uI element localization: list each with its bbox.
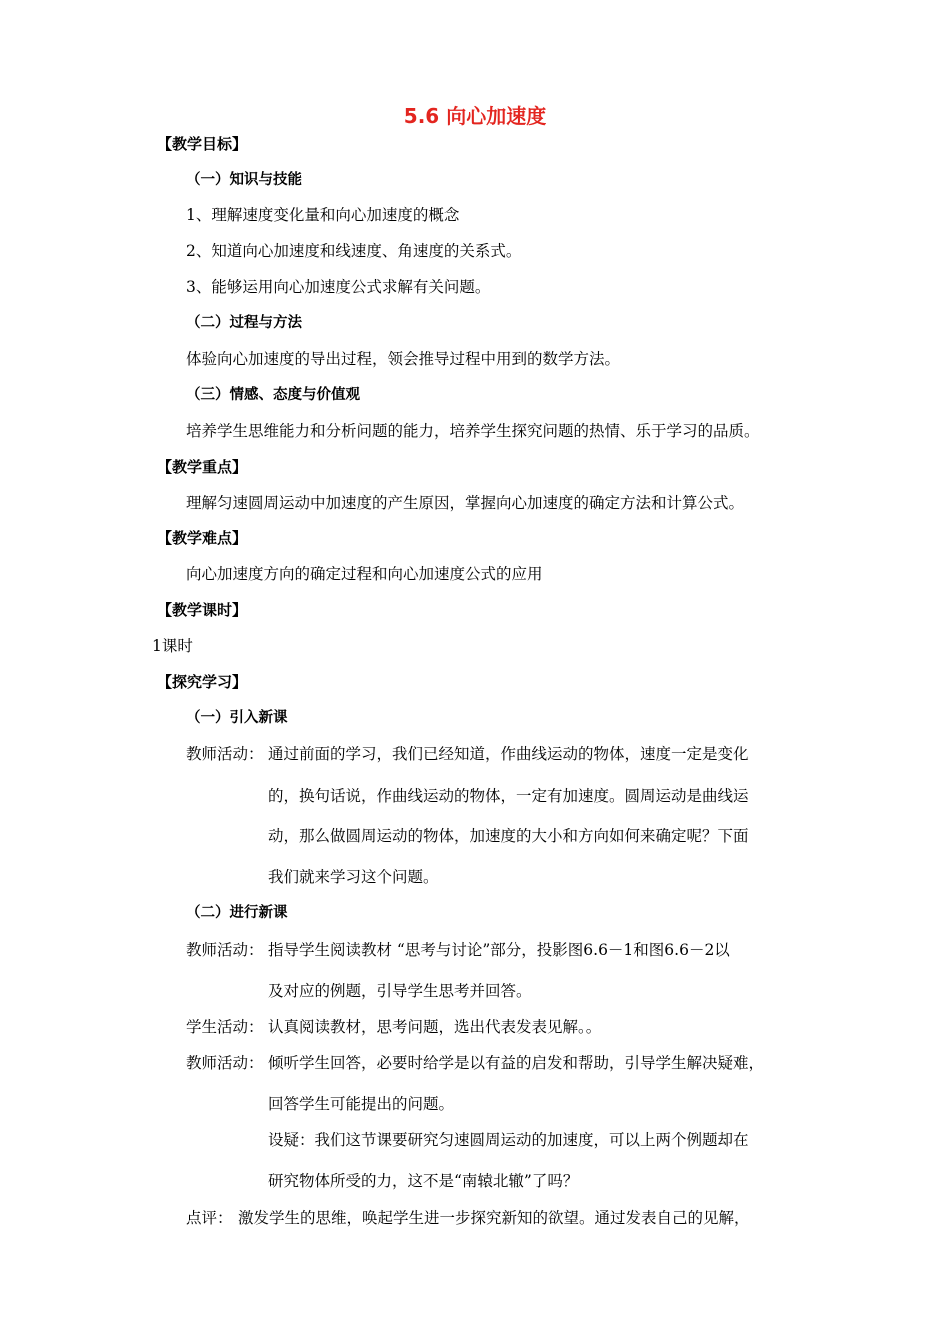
intro-line: 我们就来学习这个问题。 (268, 868, 439, 886)
subheading-knowledge: （一）知识与技能 (186, 172, 302, 188)
teacher-activity-label: 教师活动： (186, 941, 264, 959)
teacher-activity-line: 指导学生阅读教材 “思考与讨论”部分，投影图6.6－1和图6.6－2以 (268, 941, 730, 959)
intro-line: 通过前面的学习，我们已经知道，作曲线运动的物体，速度一定是变化 (268, 745, 749, 763)
teacher-activity-label: 教师活动： (186, 745, 264, 763)
section-heading-difficulties: 【教学难点】 (157, 529, 248, 547)
teacher-activity-line: 及对应的例题，引导学生思考并回答。 (268, 982, 532, 1000)
hours-text: 1课时 (152, 637, 193, 655)
section-heading-key-points: 【教学重点】 (157, 458, 248, 476)
process-text: 体验向心加速度的导出过程，领会推导过程中用到的数学方法。 (186, 350, 621, 368)
teacher-activity-line: 倾听学生回答，必要时给学是以有益的启发和帮助，引导学生解决疑难， (268, 1054, 765, 1072)
comment-text: 激发学生的思维，唤起学生进一步探究新知的欲望。通过发表自己的见解， (238, 1209, 750, 1227)
section-heading-hours: 【教学课时】 (157, 601, 248, 619)
intro-line: 动，那么做圆周运动的物体，加速度的大小和方向如何来确定呢？下面 (268, 827, 749, 845)
section-heading-inquiry: 【探究学习】 (157, 673, 248, 691)
intro-line: 的，换句话说，作曲线运动的物体，一定有加速度。圆周运动是曲线运 (268, 787, 749, 805)
subheading-new-lesson: （二）进行新课 (186, 905, 288, 921)
teacher-activity-line: 回答学生可能提出的问题。 (268, 1095, 455, 1113)
question-line: 研究物体所受的力，这不是“南辕北辙”了吗？ (268, 1172, 579, 1190)
attitude-text: 培养学生思维能力和分析问题的能力，培养学生探究问题的热情、乐于学习的品质。 (186, 422, 760, 440)
comment-label: 点评： (186, 1209, 233, 1227)
question-line: 设疑：我们这节课要研究匀速圆周运动的加速度，可以上两个例题却在 (268, 1131, 749, 1149)
section-heading-goals: 【教学目标】 (157, 135, 248, 153)
teacher-activity-label: 教师活动： (186, 1054, 264, 1072)
goal-item: 3、能够运用向心加速度公式求解有关问题。 (186, 278, 491, 296)
subheading-attitude: （三）情感、态度与价值观 (186, 387, 360, 403)
student-activity-label: 学生活动： (186, 1018, 264, 1036)
student-activity-text: 认真阅读教材，思考问题，选出代表发表见解。。 (268, 1018, 602, 1036)
goal-item: 1、理解速度变化量和向心加速度的概念 (186, 206, 460, 224)
page-title: 5.6 向心加速度 (403, 104, 547, 128)
difficulties-text: 向心加速度方向的确定过程和向心加速度公式的应用 (186, 565, 543, 583)
goal-item: 2、知道向心加速度和线速度、角速度的关系式。 (186, 242, 522, 260)
key-points-text: 理解匀速圆周运动中加速度的产生原因，掌握向心加速度的确定方法和计算公式。 (186, 494, 745, 512)
subheading-process: （二）过程与方法 (186, 315, 302, 331)
subheading-intro: （一）引入新课 (186, 710, 288, 726)
